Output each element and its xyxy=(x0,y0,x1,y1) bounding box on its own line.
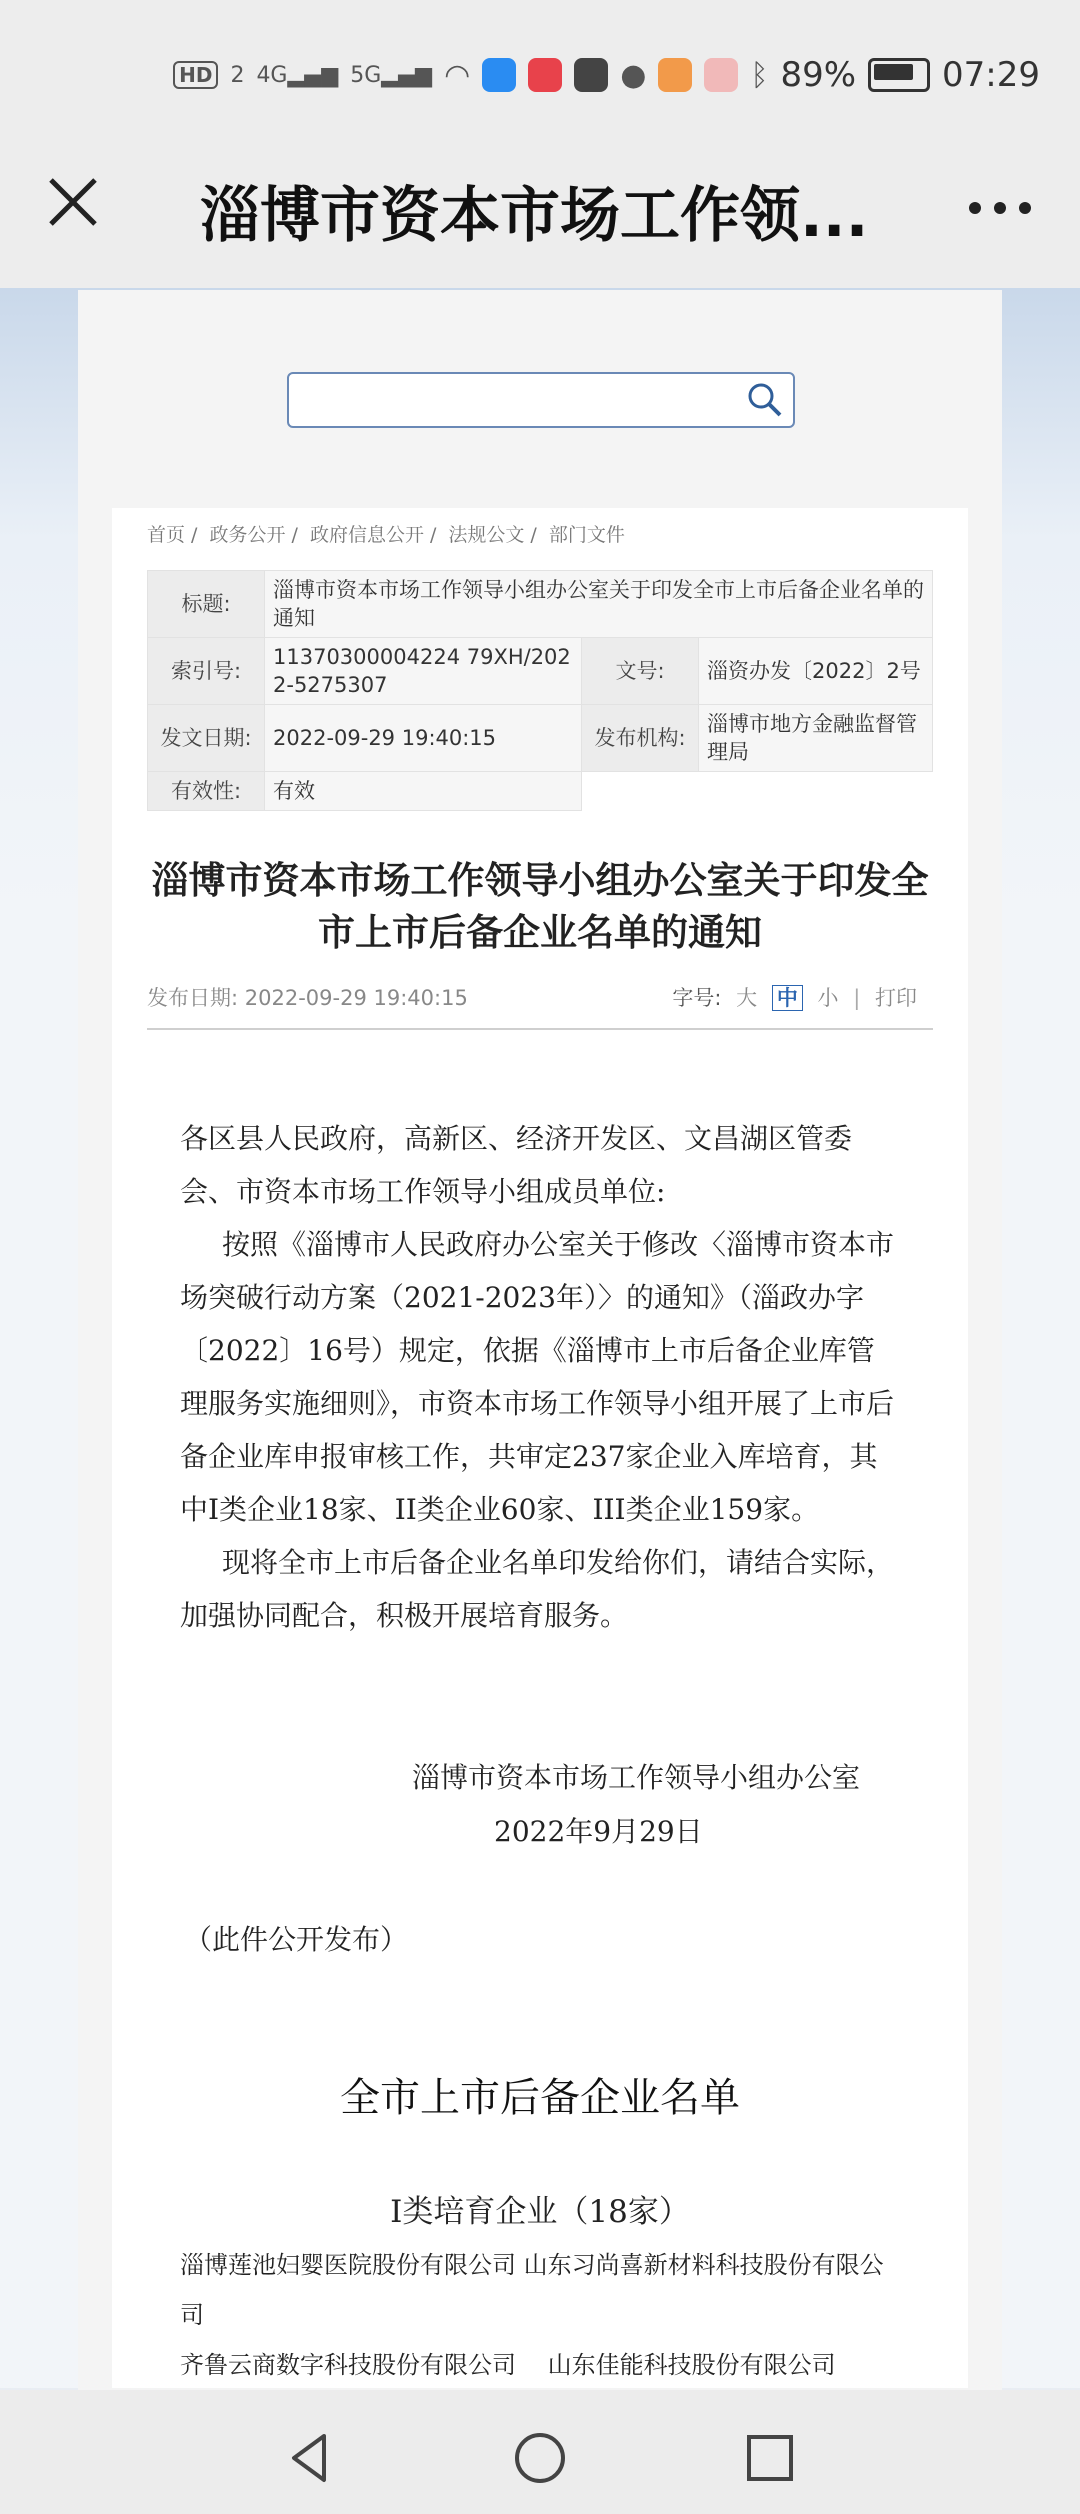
publish-date-value: 2022-09-29 19:40:15 xyxy=(244,986,468,1010)
meta-row-date xyxy=(148,705,933,772)
app-notification-icon xyxy=(482,58,516,92)
meta-row-valid xyxy=(148,772,933,811)
print-button[interactable]: 打印 xyxy=(875,986,917,1010)
message-icon: ● xyxy=(620,57,647,93)
meta-valid-value: 有效 xyxy=(265,772,582,811)
meta-org-value: 淄博市地方金融监督管理局 xyxy=(699,705,933,772)
company-list-title: 全市上市后备企业名单 xyxy=(340,2075,740,2121)
battery-icon xyxy=(868,58,930,92)
meta-table xyxy=(147,570,933,811)
meta-docno-label: 文号: xyxy=(582,638,699,705)
body-paragraph-3: 现将全市上市后备企业名单印发给你们，请结合实际，加强协同配合，积极开展培育服务。 xyxy=(180,1546,895,1632)
clock: 07:29 xyxy=(942,55,1040,95)
meta-title-label: 标题: xyxy=(148,571,265,638)
system-navigation-bar xyxy=(0,2390,1080,2514)
search-input[interactable] xyxy=(287,372,795,428)
breadcrumb-gov-info[interactable]: 政府信息公开 xyxy=(309,524,424,546)
article-body xyxy=(180,1112,902,1642)
meta-date-value: 2022-09-29 19:40:15 xyxy=(265,705,582,772)
meta-valid-label: 有效性: xyxy=(148,772,265,811)
font-medium-button[interactable]: 中 xyxy=(772,985,803,1011)
breadcrumb-gov-open[interactable]: 政务公开 xyxy=(209,524,286,546)
page-title: 淄博市资本市场工作领... xyxy=(200,181,869,251)
meta-title-value: 淄博市资本市场工作领导小组办公室关于印发全市上市后备企业名单的通知 xyxy=(265,571,933,638)
company-name: 山东佳能科技股份有限公司 xyxy=(547,2351,836,2379)
signal-5g-icon: 5G▂▄▆ xyxy=(350,62,433,88)
publish-date xyxy=(147,982,468,1012)
company-name: 淄博莲池妇婴医院股份有限公司 xyxy=(180,2251,516,2279)
app-notification-icon xyxy=(704,58,738,92)
breadcrumb-dept-docs[interactable]: 部门文件 xyxy=(548,524,625,546)
meta-docno-value: 淄资办发〔2022〕2号 xyxy=(699,638,933,705)
company-name: 齐鲁云商数字科技股份有限公司 xyxy=(180,2351,516,2379)
meta-date-label: 发文日期: xyxy=(148,705,265,772)
home-icon[interactable] xyxy=(510,2428,570,2488)
status-bar xyxy=(0,0,1080,150)
sim-label: 2 xyxy=(230,62,245,88)
more-icon xyxy=(965,198,1035,218)
signature-org: 淄博市资本市场工作领导小组办公室 xyxy=(412,1761,861,1794)
battery-percent: 89% xyxy=(780,55,857,95)
article-title: 淄博市资本市场工作领导小组办公室关于印发全市上市后备企业名单的通知 xyxy=(151,859,929,954)
body-paragraph-2: 按照《淄博市人民政府办公室关于修改〈淄博市资本市场突破行动方案（2021-2023年）〉的通知》（淄政办字〔2022〕16号）规定，依据《淄博市上市后备企业库管理服务实施细则》，市资本市场工作领导小组开展了上市后备企业库申报审核工作，共审定237家企业入库培育，其中I类企业18家、II类企业60家、III类企业159家。 xyxy=(180,1228,895,1526)
more-options-button[interactable] xyxy=(960,180,1040,230)
recents-icon[interactable] xyxy=(740,2428,800,2488)
list-item xyxy=(180,2340,902,2390)
body-paragraph-1: 各区县人民政府，高新区、经济开发区、文昌湖区管委会、市资本市场工作领导小组成员单位: xyxy=(180,1122,853,1208)
signal-4g-icon: 4G▂▄▆ xyxy=(256,62,339,88)
close-button[interactable] xyxy=(40,172,106,238)
status-icons xyxy=(173,50,1040,100)
weibo-notification-icon xyxy=(528,58,562,92)
app-notification-icon xyxy=(658,58,692,92)
meta-org-label: 发布机构: xyxy=(582,705,699,772)
search-icon[interactable] xyxy=(745,380,785,420)
font-size-label: 字号: xyxy=(672,986,722,1010)
battery-level xyxy=(874,64,913,80)
company-list-subtitle: I类培育企业（18家） xyxy=(390,2194,690,2230)
breadcrumb-regulations[interactable]: 法规公文 xyxy=(448,524,525,546)
hd-icon: HD xyxy=(173,61,218,89)
wifi-icon: ◠ xyxy=(444,57,471,93)
close-icon xyxy=(43,172,103,232)
publish-info-row xyxy=(147,982,933,1022)
meta-index-value: 11370300004224 79XH/2022-5275307 xyxy=(265,638,582,705)
search-field[interactable] xyxy=(297,377,731,423)
bluetooth-icon: ᛒ xyxy=(750,57,769,93)
meta-index-label: 索引号: xyxy=(148,638,265,705)
breadcrumb: 首页 / 政务公开 / 政府信息公开 / 法规公文 / 部门文件 xyxy=(147,524,625,546)
signature-date: 2022年9月29日 xyxy=(494,1815,703,1848)
list-item xyxy=(180,2240,902,2340)
divider xyxy=(147,1028,933,1030)
font-large-button[interactable]: 大 xyxy=(736,986,758,1010)
app-notification-icon xyxy=(574,58,608,92)
back-icon[interactable] xyxy=(280,2428,340,2488)
meta-row-index xyxy=(148,638,933,705)
meta-row-title xyxy=(148,571,933,638)
font-size-controls: 字号: 大 中 小 | 打印 xyxy=(672,986,917,1010)
company-list xyxy=(180,2240,902,2390)
publish-date-label: 发布日期: xyxy=(147,986,239,1010)
publish-note: （此件公开发布） xyxy=(184,1923,409,1956)
font-small-button[interactable]: 小 xyxy=(817,986,839,1010)
company-name: 山东习尚喜新材料科技股份有限公司 xyxy=(180,2251,884,2329)
breadcrumb-home[interactable]: 首页 xyxy=(147,524,186,546)
